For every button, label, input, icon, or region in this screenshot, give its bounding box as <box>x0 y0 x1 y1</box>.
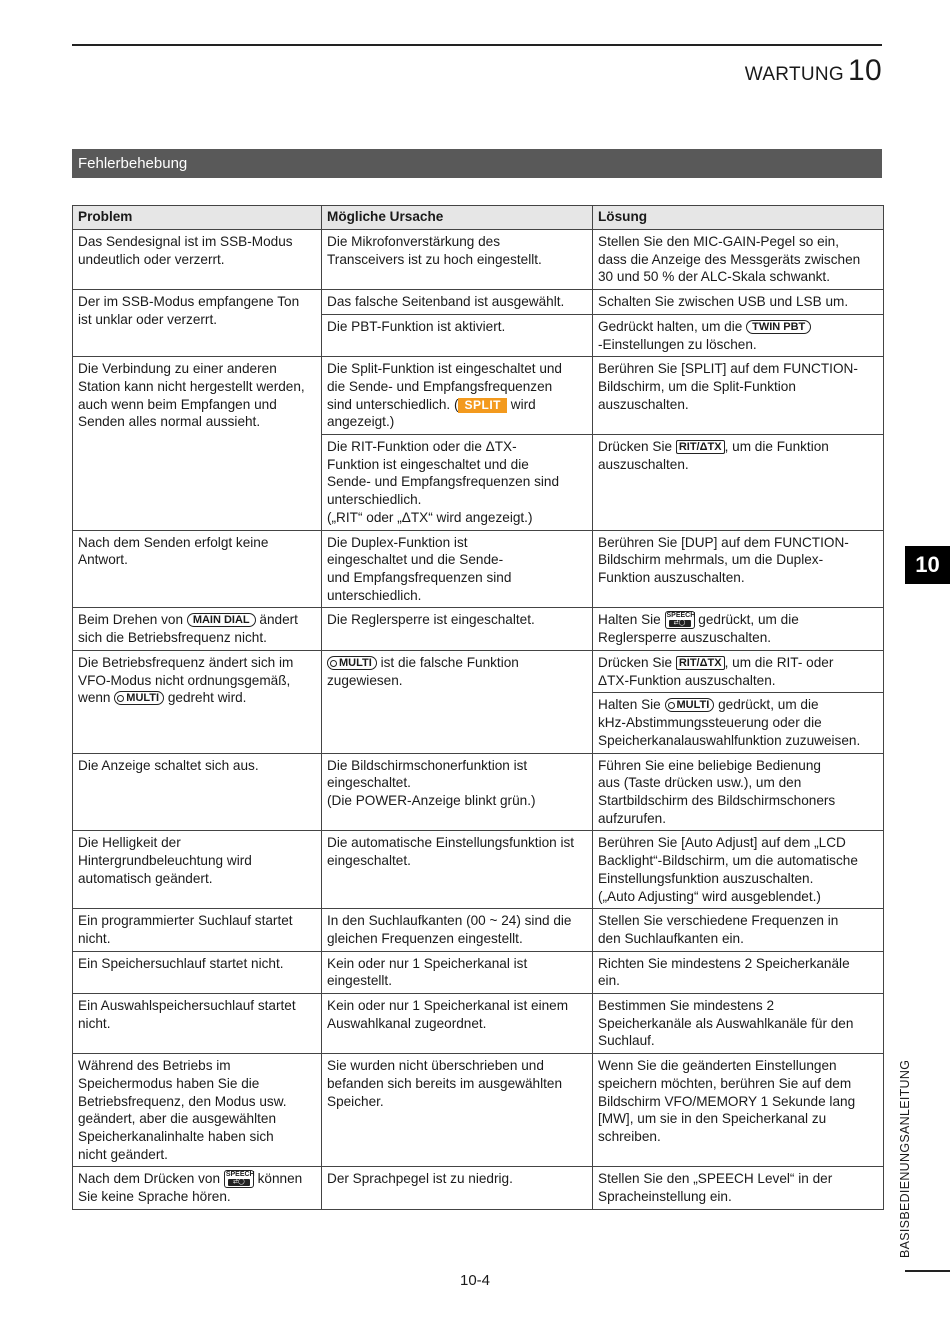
table-row <box>73 831 884 909</box>
cause-cell: In den Suchlaufkanten (00 ~ 24) sind die gleichen Frequenzen eingestellt. <box>322 909 593 951</box>
main-dial-key-icon: MAIN DIAL <box>187 613 256 627</box>
twin-pbt-key-icon: TWIN PBT <box>746 320 811 334</box>
multi-knob-icon: MULTI <box>114 691 164 705</box>
split-indicator-icon: SPLIT <box>458 398 507 413</box>
solution-cell: Berühren Sie [Auto Adjust] auf dem „LCD Backlight“-Bildschirm, um die automatische Einstellungsfunktion auszuschalten. („Auto Adjusting“ wird ausgeblendet.) <box>593 831 884 909</box>
cause-cell: Die automatische Einstellungsfunktion ist eingeschaltet. <box>322 831 593 909</box>
cause-cell: Kein oder nur 1 Speicherkanal ist einem Auswahlkanal zugeordnet. <box>322 994 593 1054</box>
speech-key-icon: SPEECH ⇄◯ <box>224 1170 254 1188</box>
table-row <box>73 994 884 1054</box>
problem-cell: Beim Drehen von MAIN DIAL ändert sich die Betriebsfrequenz nicht. <box>73 608 322 651</box>
solution-cell: Schalten Sie zwischen USB und LSB um. <box>593 290 884 315</box>
column-header-solution: Lösung <box>593 206 884 230</box>
cause-cell: Die Split-Funktion ist eingeschaltet und die Sende- und Empfangsfrequenzen sind unterschiedlich. ( SPLIT wird angezeigt.) <box>322 357 593 435</box>
problem-cell: Ein Speichersuchlauf startet nicht. <box>73 951 322 993</box>
solution-cell: Berühren Sie [DUP] auf dem FUNCTION- Bildschirm mehrmals, um die Duplex- Funktion auszuschalten. <box>593 530 884 608</box>
table-row <box>73 1054 884 1167</box>
solution-cell: Drücken Sie RIT/ΔTX , um die RIT- oder ΔTX-Funktion auszuschalten. <box>593 651 884 693</box>
chapter-number: 10 <box>848 54 882 87</box>
problem-cell: Die Verbindung zu einer anderen Station kann nicht hergestellt werden, auch wenn beim Empfangen und Senden alles normal aussieht. <box>73 357 322 530</box>
rit-dtx-key-icon: RIT/ΔTX <box>676 440 725 454</box>
solution-cell: Gedrückt halten, um die TWIN PBT -Einstellungen zu löschen. <box>593 314 884 356</box>
problem-cell: Nach dem Drücken von SPEECH ⇄◯ können Sie keine Sprache hören. <box>73 1167 322 1210</box>
speech-key-icon: SPEECH ⇄◯ <box>665 611 695 629</box>
solution-cell: Stellen Sie den „SPEECH Level“ in der Spracheinstellung ein. <box>593 1167 884 1210</box>
table-row <box>73 230 884 290</box>
cause-cell: Das falsche Seitenband ist ausgewählt. <box>322 290 593 315</box>
cause-cell: Die Mikrofonverstärkung des Transceivers ist zu hoch eingestellt. <box>322 230 593 290</box>
solution-cell: Richten Sie mindestens 2 Speicherkanäle ein. <box>593 951 884 993</box>
top-rule <box>72 44 882 46</box>
problem-cell: Die Helligkeit der Hintergrundbeleuchtung wird automatisch geändert. <box>73 831 322 909</box>
solution-cell: Bestimmen Sie mindestens 2 Speicherkanäle als Auswahlkanäle für den Suchlauf. <box>593 994 884 1054</box>
chapter-header <box>745 54 882 88</box>
table-row <box>73 951 884 993</box>
solution-cell: Berühren Sie [SPLIT] auf dem FUNCTION- Bildschirm, um die Split-Funktion auszuschalten. <box>593 357 884 435</box>
column-header-cause: Mögliche Ursache <box>322 206 593 230</box>
cause-cell: Die Bildschirmschonerfunktion ist eingeschaltet. (Die POWER-Anzeige blinkt grün.) <box>322 753 593 831</box>
table-row <box>73 357 884 435</box>
table-row <box>73 290 884 315</box>
multi-knob-icon: MULTI <box>665 698 715 712</box>
cause-cell: Der Sprachpegel ist zu niedrig. <box>322 1167 593 1210</box>
table-row <box>73 530 884 608</box>
problem-cell: Während des Betriebs im Speichermodus haben Sie die Betriebsfrequenz, den Modus usw. geändert, aber die ausgewählten Speicherkanalinhalte haben sich nicht geändert. <box>73 1054 322 1167</box>
problem-cell: Ein programmierter Suchlauf startet nicht. <box>73 909 322 951</box>
solution-cell: Führen Sie eine beliebige Bedienung aus (Taste drücken usw.), um den Startbildschirm des Bildschirmschoners aufzurufen. <box>593 753 884 831</box>
troubleshooting-table <box>72 205 884 1210</box>
chapter-side-tab[interactable]: 10 <box>905 546 950 584</box>
problem-cell: Die Anzeige schaltet sich aus. <box>73 753 322 831</box>
solution-cell: Drücken Sie RIT/ΔTX , um die Funktion auszuschalten. <box>593 435 884 531</box>
problem-cell: Das Sendesignal ist im SSB-Modus undeutlich oder verzerrt. <box>73 230 322 290</box>
table-row <box>73 651 884 693</box>
solution-cell: Halten Sie SPEECH ⇄◯ gedrückt, um die Reglersperre auszuschalten. <box>593 608 884 651</box>
cause-cell: Kein oder nur 1 Speicherkanal ist eingestellt. <box>322 951 593 993</box>
column-header-problem: Problem <box>73 206 322 230</box>
problem-cell: Nach dem Senden erfolgt keine Antwort. <box>73 530 322 608</box>
rit-dtx-key-icon: RIT/ΔTX <box>676 656 725 670</box>
manual-side-label: BASISBEDIENUNGSANLEITUNG <box>898 1059 912 1258</box>
table-header-row <box>73 206 884 230</box>
solution-cell: Halten Sie MULTI gedrückt, um die kHz-Abstimmungssteuerung oder die Speicherkanalauswahlfunktion zuzuweisen. <box>593 693 884 753</box>
solution-cell: Wenn Sie die geänderten Einstellungen speichern möchten, berühren Sie auf dem Bildschirm VFO/MEMORY 1 Sekunde lang [MW], um sie in den Speicherkanal zu schreiben. <box>593 1054 884 1167</box>
solution-cell: Stellen Sie verschiedene Frequenzen in den Suchlaufkanten ein. <box>593 909 884 951</box>
table-row <box>73 1167 884 1210</box>
multi-knob-icon: MULTI <box>327 656 377 670</box>
cause-cell: Die Reglersperre ist eingeschaltet. <box>322 608 593 651</box>
table-row <box>73 909 884 951</box>
cause-cell: Die RIT-Funktion oder die ΔTX- Funktion ist eingeschaltet und die Sende- und Empfangsfrequenzen sind unterschiedlich. („RIT“ oder „ΔTX“ wird angezeigt.) <box>322 435 593 531</box>
problem-cell: Die Betriebsfrequenz ändert sich im VFO-Modus nicht ordnungsgemäß, wenn MULTI gedreht wird. <box>73 651 322 754</box>
table-row <box>73 608 884 651</box>
cause-cell: Sie wurden nicht überschrieben und befanden sich bereits im ausgewählten Speicher. <box>322 1054 593 1167</box>
problem-cell: Der im SSB-Modus empfangene Ton ist unklar oder verzerrt. <box>73 290 322 357</box>
section-title: Fehlerbehebung <box>72 149 882 178</box>
cause-cell: Die PBT-Funktion ist aktiviert. <box>322 314 593 356</box>
chapter-title: WARTUNG <box>744 64 845 85</box>
page-number: 10-4 <box>459 1272 491 1289</box>
table-row <box>73 753 884 831</box>
cause-cell: MULTI ist die falsche Funktion zugewiesen. <box>322 651 593 754</box>
cause-cell: Die Duplex-Funktion ist eingeschaltet und die Sende- und Empfangsfrequenzen sind unterschiedlich. <box>322 530 593 608</box>
problem-cell: Ein Auswahlspeichersuchlauf startet nicht. <box>73 994 322 1054</box>
solution-cell: Stellen Sie den MIC-GAIN-Pegel so ein, dass die Anzeige des Messgeräts zwischen 30 und 50 % der ALC-Skala schwankt. <box>593 230 884 290</box>
